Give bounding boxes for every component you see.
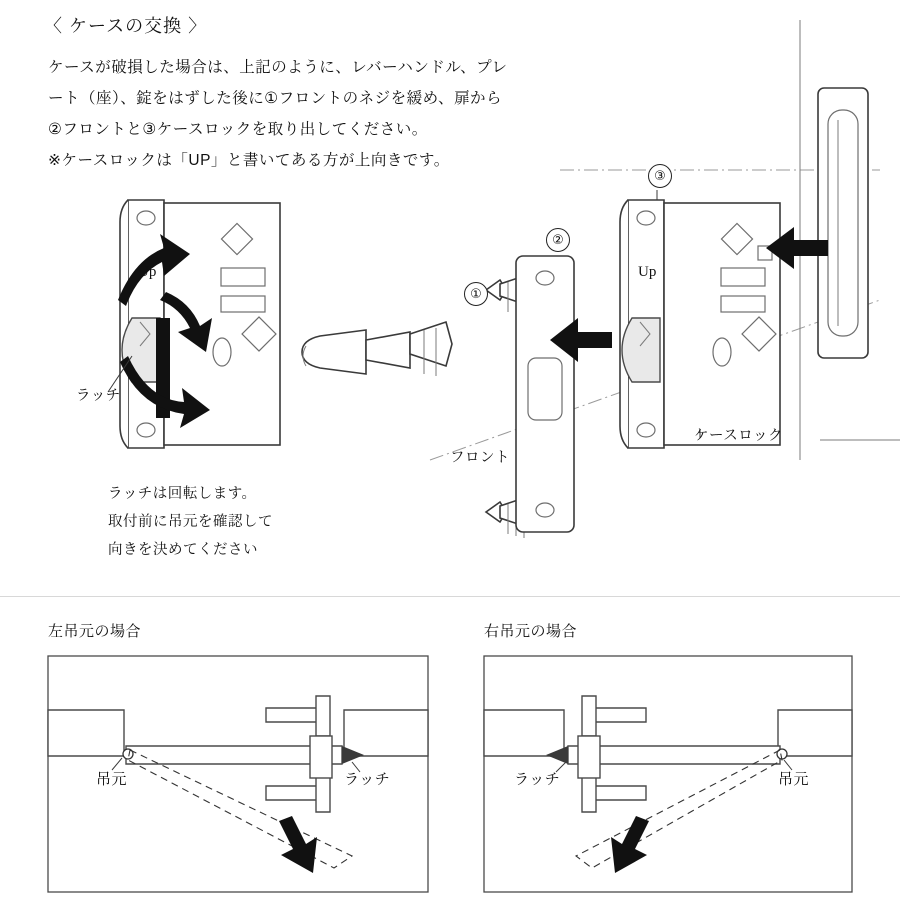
section-divider: [0, 596, 900, 597]
case-lock-right-group: [550, 190, 828, 448]
right-diagram-latch-label: ラッチ: [514, 771, 561, 788]
left-diagram-latch-label: ラッチ: [344, 771, 391, 788]
note-line-3: 向きを決めてください: [108, 542, 258, 558]
case-lock-left-group: [108, 200, 280, 448]
latch-rotation-note: [108, 480, 273, 564]
left-diagram-hinge-label: 吊元: [96, 771, 128, 788]
hinge-direction-diagrams: [0, 650, 900, 900]
front-plate-group: [516, 256, 574, 532]
intro-line-2: ート（座）、錠をはずした後に①フロントのネジを緩め、扉から: [48, 90, 503, 107]
label-front: フロント: [450, 450, 510, 466]
up-text-right: Up: [638, 264, 657, 280]
note-line-1: ラッチは回転します。: [108, 486, 257, 502]
right-diagram-hinge-label: 吊元: [778, 771, 810, 788]
left-hinge-case-title: 左吊元の場合: [48, 623, 142, 640]
page-title: 〈 ケースの交換 〉: [44, 16, 208, 36]
marker-three: ③: [648, 164, 672, 188]
label-case-lock: ケースロック: [694, 428, 783, 444]
marker-two: ②: [546, 228, 570, 252]
intro-line-4: ※ケースロックは「UP」と書いてある方が上向きです。: [48, 152, 450, 169]
note-line-2: 取付前に吊元を確認して: [108, 514, 273, 530]
intro-line-3: ②フロントと③ケースロックを取り出してください。: [48, 121, 428, 138]
screwdriver-group: [302, 322, 452, 376]
intro-line-1: ケースが破損した場合は、上記のように、レバーハンドル、プレ: [48, 59, 508, 76]
label-latch-left: ラッチ: [76, 388, 121, 404]
marker-one: ①: [464, 282, 488, 306]
up-text-left: Up: [138, 264, 157, 280]
right-hinge-case-title: 右吊元の場合: [484, 623, 578, 640]
